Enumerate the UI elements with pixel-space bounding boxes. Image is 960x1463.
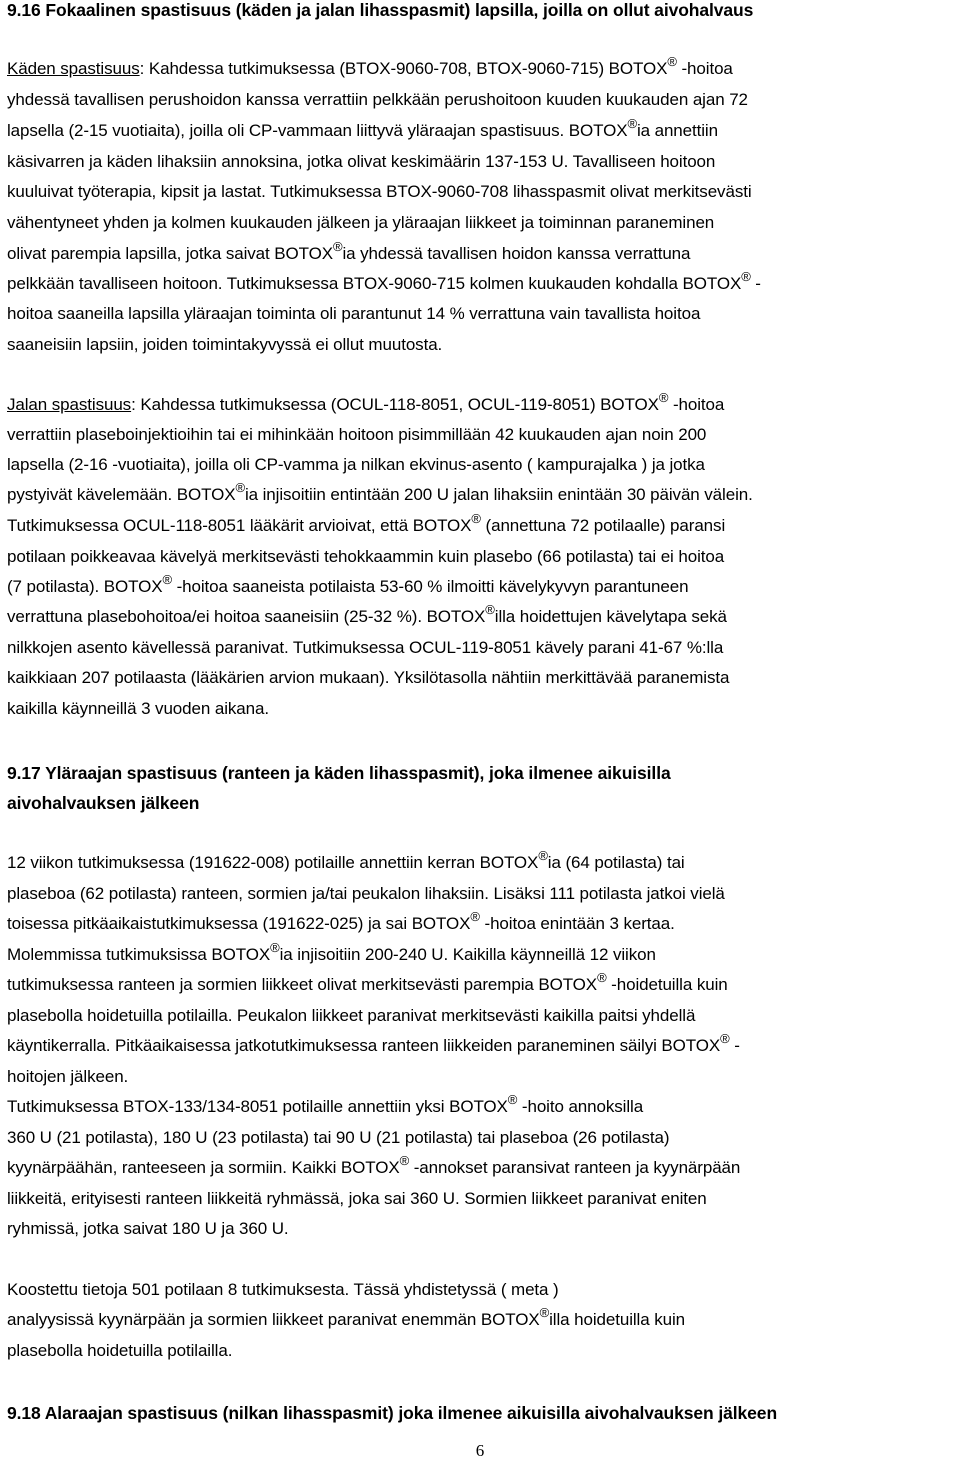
text-run: toisessa pitkäaikaistutkimuksessa (191622-025) ja sai BOTOX bbox=[7, 914, 471, 933]
registered-mark: ® bbox=[627, 116, 637, 131]
text-run: hoitoa saaneilla lapsilla yläraajan toiminta oli parantunut 14 % verrattuna vain tavallista hoitoa bbox=[7, 304, 701, 323]
paragraph-line bbox=[7, 602, 727, 630]
paragraph-line bbox=[7, 1065, 128, 1089]
text-run: ia (64 potilasta) tai bbox=[547, 853, 685, 872]
paragraph-line bbox=[7, 302, 700, 326]
text-run: - bbox=[729, 1036, 740, 1055]
paragraph-line bbox=[7, 1217, 289, 1241]
registered-mark: ® bbox=[741, 269, 751, 284]
text-run: ia injisoitiin 200-240 U. Kaikilla käynneillä 12 viikon bbox=[279, 945, 656, 964]
paragraph-line bbox=[7, 882, 725, 906]
paragraph-line bbox=[7, 1187, 707, 1211]
text-run: illa hoidetuilla kuin bbox=[549, 1310, 685, 1329]
paragraph-line bbox=[7, 545, 724, 569]
section-heading: aivohalvauksen jälkeen bbox=[7, 793, 200, 813]
paragraph-line bbox=[7, 54, 733, 82]
text-run: yhdessä tavallisen perushoidon kanssa verrattiin pelkkään perushoitoon kuuden kuukauden ajan 72 bbox=[7, 90, 748, 109]
paragraph-line bbox=[7, 572, 689, 600]
paragraph-line bbox=[7, 116, 718, 144]
paragraph-line bbox=[7, 1153, 741, 1181]
text-run: Tutkimuksessa OCUL-118-8051 lääkärit arvioivat, että BOTOX bbox=[7, 516, 472, 535]
paragraph-line bbox=[7, 269, 761, 297]
registered-mark: ® bbox=[539, 1305, 550, 1320]
text-run: kaikilla käynneillä 3 vuoden aikana. bbox=[7, 699, 269, 718]
text-run: kaikkiaan 207 potilaasta (lääkärien arvion mukaan). Yksilötasolla nähtiin merkittävää paranemista bbox=[7, 668, 730, 687]
registered-mark: ® bbox=[235, 480, 245, 495]
text-run: plaseboa (62 potilasta) ranteen, sormien ja/tai peukalon lihaksiin. Lisäksi 111 potilasta jatkoi vielä bbox=[7, 884, 725, 903]
text-run: kuuluivat työterapia, kipsit ja lastat. Tutkimuksessa BTOX-9060-708 lihasspasmit olivat merkitsevästi bbox=[7, 182, 752, 201]
registered-mark: ® bbox=[399, 1153, 410, 1168]
text-run: -hoidetuilla kuin bbox=[606, 975, 728, 994]
text-run: olivat parempia lapsilla, jotka saivat BOTOX bbox=[7, 244, 333, 263]
paragraph-line bbox=[7, 1126, 669, 1150]
text-run: ryhmissä, jotka saivat 180 U ja 360 U. bbox=[7, 1219, 289, 1238]
paragraph-line bbox=[7, 697, 269, 721]
page-number: 6 bbox=[475, 1441, 485, 1460]
paragraph-line bbox=[7, 423, 706, 447]
text-run: saaneisiin lapsiin, joiden toimintakyvyssä ei ollut muutosta. bbox=[7, 335, 443, 354]
text-run: vähentyneet yhden ja kolmen kuukauden jälkeen ja yläraajan liikkeet ja toiminnan paraneminen bbox=[7, 213, 715, 232]
text-run: -hoito annoksilla bbox=[517, 1097, 644, 1116]
paragraph-line bbox=[7, 239, 691, 267]
paragraph-line bbox=[7, 1004, 695, 1028]
text-run: kyynärpäähän, ranteeseen ja sormiin. Kaikki BOTOX bbox=[7, 1158, 400, 1177]
registered-mark: ® bbox=[538, 848, 548, 863]
text-run: 12 viikon tutkimuksessa (191622-008) potilaille annettiin kerran BOTOX bbox=[7, 853, 539, 872]
text-run: -hoitoa saaneista potilaista 53-60 % ilmoitti kävelykyvyn parantuneen bbox=[171, 577, 689, 596]
text-run: Tutkimuksessa BTOX-133/134-8051 potilaille annettiin yksi BOTOX bbox=[7, 1097, 508, 1116]
registered-mark: ® bbox=[667, 54, 677, 69]
section-heading: 9.16 Fokaalinen spastisuus (käden ja jalan lihasspasmit) lapsilla, joilla on ollut aivohalvaus bbox=[7, 0, 754, 20]
paragraph-line bbox=[7, 1339, 232, 1363]
registered-mark: ® bbox=[162, 572, 172, 587]
text-run: lapsella (2-15 vuotiaita), joilla oli CP-vammaan liittyvä yläraajan spastisuus. BOTOX bbox=[7, 121, 628, 140]
text-run: liikkeitä, erityisesti ranteen liikkeitä ryhmässä, joka sai 360 U. Sormien liikkeet paranivat eniten bbox=[7, 1189, 707, 1208]
text-run: ia annettiin bbox=[636, 121, 718, 140]
registered-mark: ® bbox=[270, 940, 280, 955]
text-run: -hoitoa bbox=[668, 395, 725, 414]
text-run: tutkimuksessa ranteen ja sormien liikkeet olivat merkitsevästi parempia BOTOX bbox=[7, 975, 598, 994]
text-run: hoitojen jälkeen. bbox=[7, 1067, 129, 1086]
text-run: pystyivät kävelemään. BOTOX bbox=[7, 485, 236, 504]
paragraph-line bbox=[7, 333, 442, 357]
paragraph-line bbox=[7, 211, 714, 235]
paragraph-line bbox=[7, 636, 723, 660]
text-run: potilaan poikkeavaa kävelyä merkitsevästi tehokkaammin kuin plasebo (66 potilasta) tai ei hoitoa bbox=[7, 547, 725, 566]
text-run: -hoitoa bbox=[676, 59, 733, 78]
paragraph-line bbox=[7, 1092, 644, 1120]
text-run: : Kahdessa tutkimuksessa (OCUL-118-8051, OCUL-119-8051) BOTOX bbox=[131, 395, 659, 414]
paragraph-line bbox=[7, 909, 675, 937]
paragraph-line bbox=[7, 970, 728, 998]
text-run: ia yhdessä tavallisen hoidon kanssa verrattuna bbox=[342, 244, 691, 263]
registered-mark: ® bbox=[597, 970, 607, 985]
text-run: nilkkojen asento kävellessä paranivat. Tutkimuksessa OCUL-119-8051 kävely parani 41-67 %:lla bbox=[7, 638, 724, 657]
text-run: 360 U (21 potilasta), 180 U (23 potilasta) tai 90 U (21 potilasta) tai plaseboa (26 potilasta) bbox=[7, 1128, 670, 1147]
paragraph-line bbox=[7, 940, 656, 968]
text-run: -annokset paransivat ranteen ja kyynärpään bbox=[409, 1158, 741, 1177]
registered-mark: ® bbox=[470, 909, 480, 924]
text-run: analyysissä kyynärpään ja sormien liikkeet paranivat enemmän BOTOX bbox=[7, 1310, 540, 1329]
registered-mark: ® bbox=[658, 390, 669, 405]
text-run: - bbox=[750, 274, 761, 293]
paragraph-line bbox=[7, 511, 726, 539]
paragraph-line bbox=[7, 150, 715, 174]
text-run: käyntikerralla. Pitkäaikaisessa jatkotutkimuksessa ranteen liikkeiden paraneminen säilyi BOTOX bbox=[7, 1036, 721, 1055]
registered-mark: ® bbox=[485, 602, 495, 617]
registered-mark: ® bbox=[471, 511, 481, 526]
paragraph-line bbox=[7, 88, 748, 112]
text-run: lapsella (2-16 -vuotiaita), joilla oli CP-vamma ja nilkan ekvinus-asento ( kampurajalka ) ja jotka bbox=[7, 455, 705, 474]
text-run: (7 potilasta). BOTOX bbox=[7, 577, 163, 596]
paragraph-line bbox=[7, 480, 753, 508]
text-run: illa hoidettujen kävelytapa sekä bbox=[494, 607, 727, 626]
section-heading: 9.18 Alaraajan spastisuus (nilkan lihasspasmit) joka ilmenee aikuisilla aivohalvauksen jälkeen bbox=[7, 1403, 778, 1423]
text-run: verrattiin plaseboinjektioihin tai ei mihinkään hoitoon pisimmillään 42 kuukauden ajan noin 200 bbox=[7, 425, 707, 444]
paragraph-label: Käden spastisuus bbox=[7, 59, 140, 78]
text-run: verrattuna plasebohoitoa/ei hoitoa saaneisiin (25-32 %). BOTOX bbox=[7, 607, 486, 626]
text-run: käsivarren ja käden lihaksiin annoksina, jotka olivat keskimäärin 137-153 U. Tavalliseen hoitoon bbox=[7, 152, 716, 171]
paragraph-line bbox=[7, 180, 752, 204]
paragraph-line bbox=[7, 1278, 559, 1302]
text-run: -hoitoa enintään 3 kertaa. bbox=[479, 914, 675, 933]
paragraph-line bbox=[7, 848, 685, 876]
paragraph-line bbox=[7, 666, 729, 690]
section-heading: 9.17 Yläraajan spastisuus (ranteen ja käden lihasspasmit), joka ilmenee aikuisilla bbox=[7, 763, 671, 783]
paragraph-line bbox=[7, 390, 725, 418]
text-run: : bbox=[139, 59, 145, 78]
text-run: Koostettu tietoja 501 potilaan 8 tutkimuksesta. Tässä yhdistetyssä ( meta ) bbox=[7, 1280, 559, 1299]
paragraph-label: Jalan spastisuus bbox=[7, 395, 132, 414]
text-run: pelkkään tavalliseen hoitoon. Tutkimuksessa BTOX-9060-715 kolmen kuukauden kohdalla BOTOX bbox=[7, 274, 742, 293]
registered-mark: ® bbox=[507, 1092, 518, 1107]
paragraph-line bbox=[7, 1305, 685, 1333]
text-run: Molemmissa tutkimuksissa BOTOX bbox=[7, 945, 271, 964]
text-run: (annettuna 72 potilaalle) paransi bbox=[480, 516, 726, 535]
paragraph-line bbox=[7, 1031, 740, 1059]
registered-mark: ® bbox=[333, 239, 343, 254]
text-run: plasebolla hoidetuilla potilailla. Peukalon liikkeet paranivat merkitsevästi kaikilla paitsi yhdellä bbox=[7, 1006, 696, 1025]
paragraph-line bbox=[7, 453, 705, 477]
text-run: Kahdessa tutkimuksessa (BTOX-9060-708, BTOX-9060-715) BOTOX bbox=[144, 59, 668, 78]
registered-mark: ® bbox=[720, 1031, 730, 1046]
text-run: ia injisoitiin entintään 200 U jalan lihaksiin enintään 30 päivän välein. bbox=[244, 485, 753, 504]
text-run: plasebolla hoidetuilla potilailla. bbox=[7, 1341, 233, 1360]
